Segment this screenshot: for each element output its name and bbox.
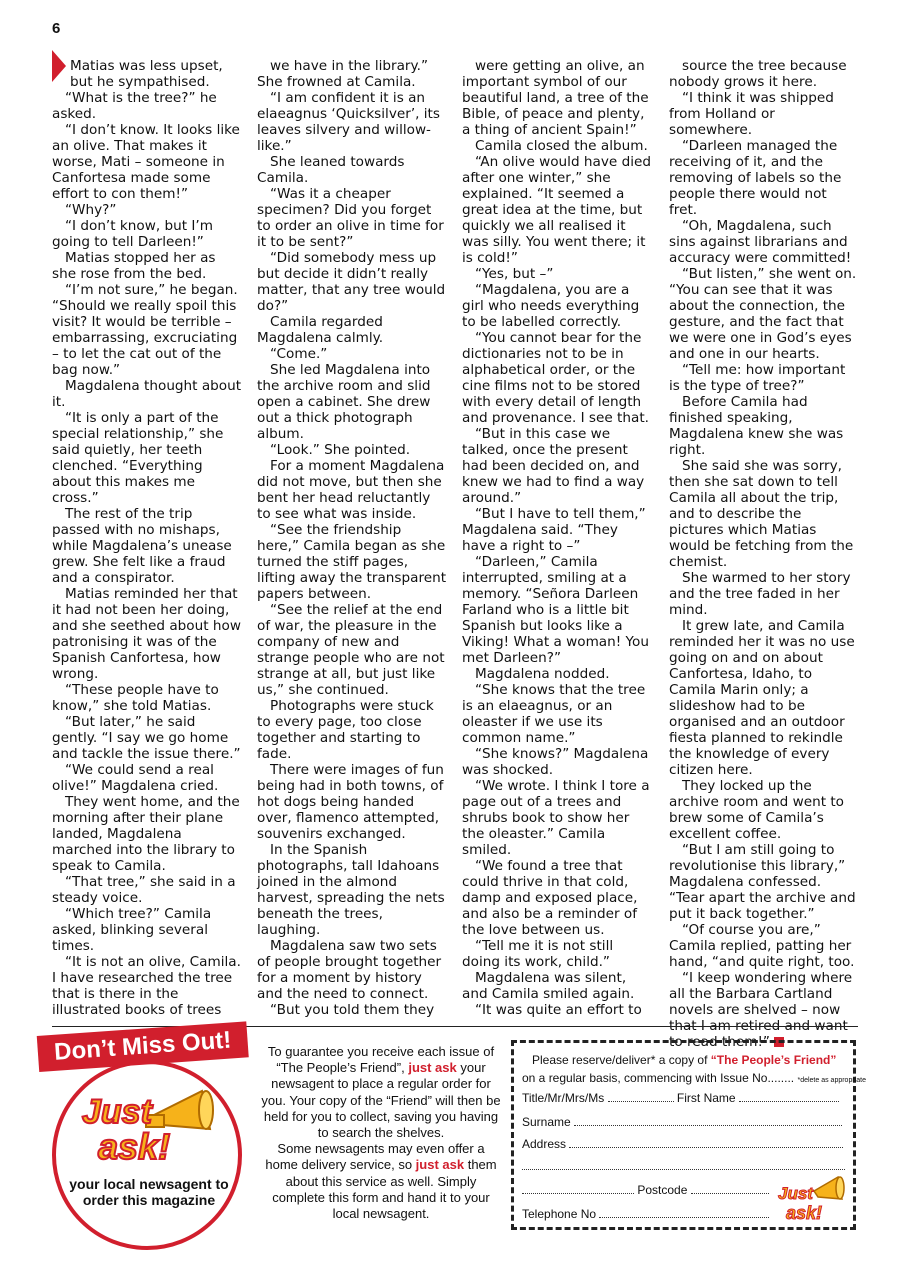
paragraph: “I keep wondering where all the Barbara Cartland novels are shelved – now that I am retired and want to read them!” xyxy=(669,970,853,1050)
issue-no-field[interactable]: on a regular basis, commencing with Issue No........ xyxy=(522,1071,795,1085)
just-ask-highlight-1: just ask xyxy=(408,1060,457,1076)
small-logo-just: Just xyxy=(778,1184,813,1203)
paragraph: “That tree,” she said in a steady voice. xyxy=(52,874,236,906)
form-intro: Please reserve/deliver* a copy of xyxy=(532,1053,708,1067)
paragraph: She said she was sorry, then she sat down to tell Camila all about the trip, and to describe the pictures which Matias would be fetching from the chemist. xyxy=(669,458,854,570)
form-line-address-2 xyxy=(522,1159,845,1173)
paragraph: Matias was less upset, but he sympathised. xyxy=(70,58,223,90)
form-line-address xyxy=(522,1137,843,1151)
paragraph: “An olive would have died after one winter,” she explained. “It seemed a great idea at the time, but quickly we all realised it was silly. You went there; it is cold!” xyxy=(462,154,651,266)
paragraph: “But I have to tell them,” Magdalena said. “They have a right to –” xyxy=(462,506,646,554)
paragraph: “I am confident it is an elaeagnus ‘Quicksilver’, its leaves silvery and willow-like.” xyxy=(257,90,440,154)
paragraph: “But listen,” she went on. “You can see that it was about the connection, the gesture, and the fact that we were one in God’s eyes and one in our hearts. xyxy=(669,266,857,362)
telephone-field[interactable] xyxy=(599,1207,769,1218)
paragraph: “It is not an olive, Camila. I have researched the tree that is there in the illustrated books of trees xyxy=(52,954,241,1018)
form-line-postcode xyxy=(522,1183,769,1197)
paragraph: “I don’t know, but I’m going to tell Darleen!” xyxy=(52,218,213,250)
reservation-form xyxy=(511,1040,866,1230)
paragraph: Matias reminded her that it had not been her doing, and she seethed about how patronising it was of the Spanish Canfortesa, how wrong. xyxy=(52,586,241,682)
postcode-label: Postcode xyxy=(637,1183,688,1197)
paragraph: “Of course you are,” Camila replied, patting her hand, “and quite right, too. xyxy=(669,922,855,970)
page-number: 6 xyxy=(52,20,61,37)
form-line-title xyxy=(522,1091,839,1105)
paragraph: There were images of fun being had in both towns, of hot dogs being handed over, flamenco attempted, souvenirs exchanged. xyxy=(257,762,444,842)
title-label: Title/Mr/Mrs/Ms xyxy=(522,1091,605,1105)
just-ask-logo xyxy=(76,1085,216,1167)
paragraph: She led Magdalena into the archive room and slid open a cabinet. She drew out a thick photograph album. xyxy=(257,362,431,442)
paragraph: It grew late, and Camila reminded her it was no use going on and on about Canfortesa, Idaho, to Camila Marin only; a slideshow had to be organised and an outdoor fiesta planned to rekindle the knowledge of every citizen here. xyxy=(669,618,855,778)
paragraph: They locked up the archive room and went to brew some of Camila’s excellent coffee. xyxy=(669,778,844,842)
paragraph: “We wrote. I think I tore a page out of a trees and shrubs book to show her the oleaster.” Camila smiled. xyxy=(462,778,650,858)
address-field[interactable] xyxy=(569,1137,843,1148)
paragraph: “It was quite an effort to xyxy=(475,1002,642,1018)
paragraph: “See the friendship here,” Camila began as she turned the stiff pages, lifting away the transparent papers between. xyxy=(257,522,447,602)
telephone-label: Telephone No xyxy=(522,1207,597,1221)
form-line-2 xyxy=(522,1071,866,1085)
paragraph: “I’m not sure,” he began. “Should we really spoil this visit? It would be terrible – embarrassing, excruciating – to let the cat out of the bag now.” xyxy=(52,282,238,378)
paragraph: “We found a tree that could thrive in that cold, damp and exposed place, and also be a reminder of the love between us. xyxy=(462,858,638,938)
first-name-field[interactable] xyxy=(739,1091,839,1102)
column-2 xyxy=(257,58,447,1018)
paragraph: “But you told them they xyxy=(270,1002,435,1018)
form-line-telephone xyxy=(522,1207,769,1221)
paragraph: “Magdalena, you are a girl who needs everything to be labelled correctly. xyxy=(462,282,640,330)
form-line-surname xyxy=(522,1115,842,1129)
dont-miss-out-banner: Don’t Miss Out! xyxy=(37,1021,249,1072)
paragraph: “I don’t know. It looks like an olive. That makes it worse, Mati – someone in Canfortesa made some effort to con them!” xyxy=(52,122,240,202)
column-4 xyxy=(669,58,859,1050)
form-line-1 xyxy=(532,1053,836,1067)
paragraph: “She knows that the tree is an elaeagnus, or an oleaster if we use its common name.” xyxy=(462,682,646,746)
paragraph: were getting an olive, an important symbol of our beautiful land, a tree of the Bible, of peace and plenty, a thing of ancient Spain!” xyxy=(462,58,649,138)
paragraph: Camila closed the album. xyxy=(475,138,648,154)
paragraph: “Tell me: how important is the type of tree?” xyxy=(669,362,846,394)
paragraph: “It is only a part of the special relationship,” she said quietly, her teeth clenched. “Everything about this makes me cross.” xyxy=(52,410,224,506)
first-name-label: First Name xyxy=(676,1091,736,1105)
paragraph: The rest of the trip passed with no mishaps, while Magdalena’s unease grew. She felt like a fraud and a conspirator. xyxy=(52,506,232,586)
promo-text-b: your newsagent to place a regular order for you. Your copy of the “Friend” will then be held for you to collect, saving you having to search the shelves. xyxy=(261,1060,501,1141)
paragraph: “Look.” She pointed. xyxy=(270,442,411,458)
paragraph: “Come.” xyxy=(270,346,328,362)
paragraph: “See the relief at the end of war, the pleasure in the company of new and strange people who are not strange at all, but just like us,” she continued. xyxy=(257,602,445,698)
paragraph: “You cannot bear for the dictionaries not to be in alphabetical order, or the cine films not to be stored with every detail of length and provenance. I see that. xyxy=(462,330,649,426)
paragraph: “What is the tree?” he asked. xyxy=(52,90,217,122)
title-field[interactable] xyxy=(608,1091,674,1102)
paragraph: “These people have to know,” she told Matias. xyxy=(52,682,219,714)
postcode-field[interactable] xyxy=(691,1183,769,1194)
megaphone-icon xyxy=(814,1177,844,1199)
paragraph: Camila regarded Magdalena calmly. xyxy=(257,314,384,346)
paragraph: “Yes, but –” xyxy=(475,266,554,282)
paragraph: For a moment Magdalena did not move, but then she bent her head reluctantly to see what was inside. xyxy=(257,458,445,522)
paragraph: She warmed to her story and the tree faded in her mind. xyxy=(669,570,851,618)
paragraph: “But later,” he said gently. “I say we go home and tackle the issue there.” xyxy=(52,714,241,762)
paragraph: Photographs were stuck to every page, too close together and starting to fade. xyxy=(257,698,434,762)
paragraph: source the tree because nobody grows it here. xyxy=(669,58,847,90)
paragraph: “Was it a cheaper specimen? Did you forget to order an olive in time for it to be sent?” xyxy=(257,186,444,250)
paragraph: “But in this case we talked, once the present had been decided on, and knew we had to find a way around.” xyxy=(462,426,645,506)
paragraph: “But I am still going to revolutionise this library,” Magdalena confessed. “Tear apart the archive and put it back together.” xyxy=(669,842,856,922)
promo-text-d: them about this service as well. Simply complete this form and hand it to your local newsagent. xyxy=(272,1157,497,1222)
logo-ask: ask! xyxy=(98,1126,171,1167)
paragraph: “We could send a real olive!” Magdalena cried. xyxy=(52,762,219,794)
promo-text-c: Some newsagents may even offer a home delivery service, so xyxy=(265,1141,485,1173)
surname-label: Surname xyxy=(522,1115,571,1129)
circle-caption: your local newsagent to order this magazine xyxy=(69,1176,229,1208)
paragraph: “Tell me it is not still doing its work, child.” xyxy=(462,938,614,970)
column-1 xyxy=(52,58,242,1018)
column-3 xyxy=(462,58,652,1018)
paragraph: Magdalena nodded. xyxy=(475,666,610,682)
paragraph: “Did somebody mess up but decide it didn’t really matter, that any tree would do?” xyxy=(257,250,446,314)
address-line-2-field[interactable] xyxy=(522,1159,845,1170)
paragraph: “Oh, Magdalena, such sins against librarians and accuracy were committed! xyxy=(669,218,852,266)
address-line-3-field[interactable] xyxy=(522,1183,634,1194)
just-ask-highlight-2: just ask xyxy=(415,1157,465,1173)
delete-note: *delete as appropriate xyxy=(797,1077,866,1084)
paragraph: Magdalena thought about it. xyxy=(52,378,242,410)
small-logo-ask: ask! xyxy=(786,1203,823,1223)
paragraph: She leaned towards Camila. xyxy=(257,154,405,186)
paragraph: “Which tree?” Camila asked, blinking several times. xyxy=(52,906,212,954)
megaphone-icon xyxy=(146,1091,213,1129)
paragraph: “She knows?” Magdalena was shocked. xyxy=(462,746,649,778)
paragraph: In the Spanish photographs, tall Idahoans joined in the almond harvest, spreading the nets beneath the trees, laughing. xyxy=(257,842,445,938)
paragraph: Magdalena was silent, and Camila smiled again. xyxy=(462,970,635,1002)
paragraph: Before Camila had finished speaking, Magdalena knew she was right. xyxy=(669,394,844,458)
surname-field[interactable] xyxy=(574,1115,842,1126)
promo-text xyxy=(260,1044,502,1222)
logo-just: Just xyxy=(82,1093,152,1131)
promo-text-a: To guarantee you receive each issue of “The People’s Friend”, xyxy=(267,1044,495,1076)
paragraph: They went home, and the morning after their plane landed, Magdalena marched into the library to speak to Camila. xyxy=(52,794,240,874)
address-label: Address xyxy=(522,1137,567,1151)
paragraph: we have in the library.” She frowned at Camila. xyxy=(257,58,428,90)
paragraph: “Why?” xyxy=(65,202,117,218)
paragraph: “I think it was shipped from Holland or somewhere. xyxy=(669,90,834,138)
just-ask-small-logo xyxy=(776,1173,846,1225)
magazine-title: “The People’s Friend” xyxy=(710,1053,837,1067)
paragraph: “Darleen managed the receiving of it, and the removing of labels so the people there would not fret. xyxy=(669,138,842,218)
paragraph: Magdalena saw two sets of people brought together for a moment by history and the need to connect. xyxy=(257,938,442,1002)
paragraph: Matias stopped her as she rose from the bed. xyxy=(52,250,216,282)
paragraph: “Darleen,” Camila interrupted, smiling at a memory. “Señora Darleen Farland who is a little bit Spanish but looks like a Viking! What a woman! You met Darleen?” xyxy=(462,554,649,666)
